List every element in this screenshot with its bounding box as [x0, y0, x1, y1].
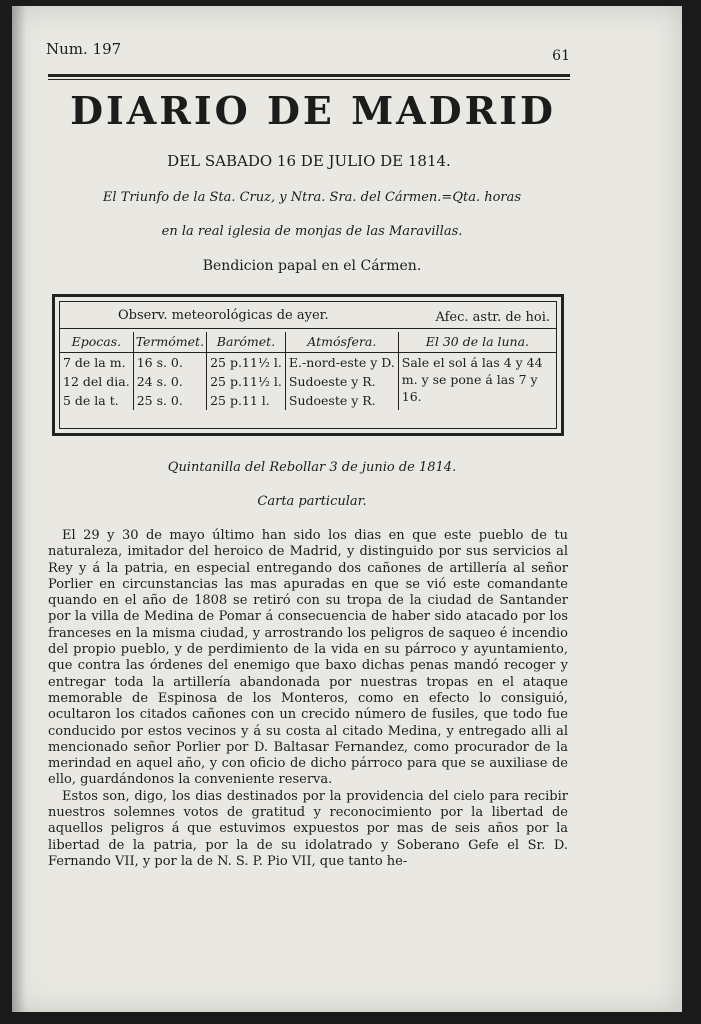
table-row	[60, 353, 556, 373]
weather-heading: Observ. meteorológicas de ayer.	[118, 308, 329, 323]
col-epocas: Epocas.	[60, 332, 133, 353]
letter-kind: Carta particular.	[257, 494, 367, 509]
newspaper-page	[12, 6, 682, 1012]
weather-table	[60, 332, 556, 410]
article-body	[48, 528, 568, 870]
issue-number: Num. 197	[46, 40, 122, 58]
cell-termometro: 16 s. 0.	[133, 353, 206, 373]
col-atmosfera: Atmósfera.	[285, 332, 398, 353]
cell-barometro: 25 p.11½ l.	[207, 372, 286, 391]
weather-divider	[60, 328, 556, 329]
cell-termometro: 24 s. 0.	[133, 372, 206, 391]
cell-atmosfera: E.-nord-este y D.	[285, 353, 398, 373]
feast-line-1: El Triunfo de la Sta. Cruz, y Ntra. Sra. del Cármen.=Qta. horas	[102, 190, 522, 205]
paragraph-1: El 29 y 30 de mayo último han sido los dias en que este pueblo de tu naturaleza, imitador del heroico de Madrid, y distinguido por sus servicios al Rey y á la patria, en especial entregando dos cañones de artillería al señor Porlier en circunstancias las mas apuradas en que se vió este comandante quando en el año de 1808 se retiró con su tropa de la ciudad de Santander por la villa de Medina de Pomar á consecuencia de haber sido atacado por los franceses en la misma ciudad, y arrostrando los peligros de saqueo é incendio del propio pueblo, y de perdimiento de la vida en su párroco y ayuntamiento, que contra las órdenes del enemigo que baxo dichas penas mandó recoger y entregar toda la artillería abandonada por nuestras tropas en el ataque memorable de Espinosa de los Monteros, como en efecto lo consiguió, ocultaron los citados cañones con un crecido número de fusiles, que todo fue conducido por estos vecinos y á su costa al citado Medina, y entregado alli al mencionado señor Porlier por D. Baltasar Fernandez, como procurador de la merindad en aquel año, y con oficio de dicho párroco para que se auxiliase de ello, guardándonos la conveniente reserva.	[48, 528, 568, 788]
cell-atmosfera: Sudoeste y R.	[285, 372, 398, 391]
masthead-title: DIARIO DE MADRID	[70, 88, 556, 133]
cell-luna: Sale el sol á las 4 y 44 m. y se pone á las 7 y 16.	[398, 353, 556, 411]
col-barometro: Barómet.	[207, 332, 286, 353]
cell-epoca: 5 de la t.	[63, 393, 119, 408]
col-luna: El 30 de la luna.	[398, 332, 556, 353]
cell-atmosfera: Sudoeste y R.	[285, 391, 398, 410]
bendicion-line: Bendicion papal en el Cármen.	[202, 258, 422, 274]
header-rule	[48, 74, 570, 80]
issue-date: DEL SABADO 16 DE JULIO DE 1814.	[167, 152, 451, 170]
col-termometro: Termómet.	[133, 332, 206, 353]
page-number: 61	[552, 48, 570, 64]
cell-termometro: 25 s. 0.	[133, 391, 206, 410]
astro-heading: Afec. astr. de hoi.	[435, 310, 550, 325]
paragraph-2: Estos son, digo, los dias destinados por la providencia del cielo para recibir nuestros solemnes votos de gratitud y reconocimiento por la libertad de aquellos peligros á que estuvimos expuestos por mas de seis años por la libertad de la patria, por la de su idolatrado y Soberano Gefe el Sr. D. Fernando VII, y por la de N. S. P. Pio VII, que tanto he-	[48, 788, 568, 869]
cell-barometro: 25 p.11½ l.	[207, 353, 286, 373]
weather-inner-frame	[59, 301, 557, 429]
cell-epoca: 12 del dia.	[63, 374, 130, 389]
weather-box	[52, 294, 564, 436]
cell-barometro: 25 p.11 l.	[207, 391, 286, 410]
feast-line-2: en la real iglesia de monjas de las Maravillas.	[161, 224, 463, 239]
letter-place-date: Quintanilla del Rebollar 3 de junio de 1814.	[167, 460, 457, 475]
cell-epoca: 7 de la m.	[63, 355, 126, 370]
